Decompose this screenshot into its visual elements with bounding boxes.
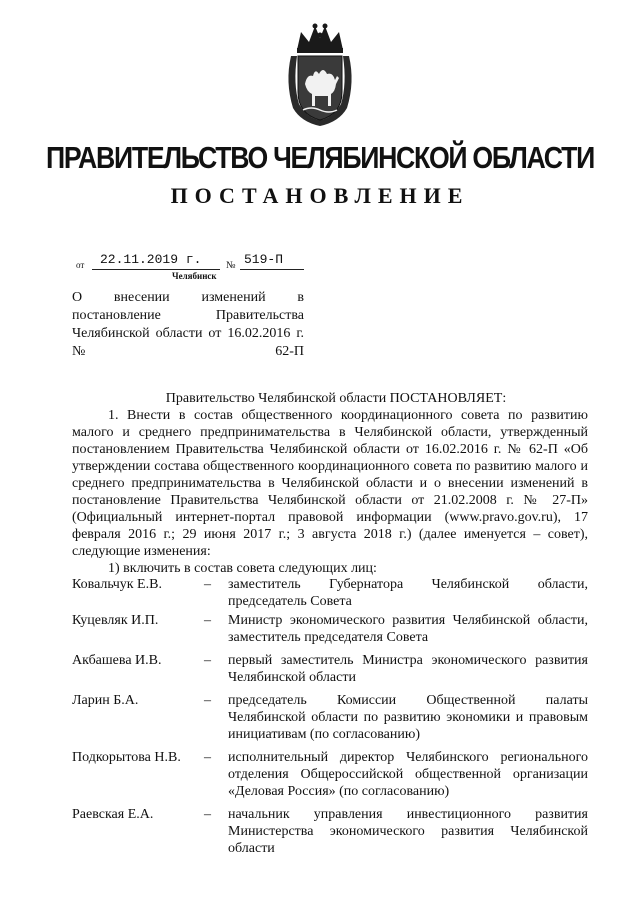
- member-row: [72, 806, 588, 857]
- member-dash: –: [204, 577, 211, 592]
- date-from-label: от: [76, 260, 85, 270]
- member-name: Ларин Б.А.: [72, 693, 139, 708]
- document-body: [72, 390, 588, 577]
- member-position: первый заместитель Министра экономического развития Челябинской области: [228, 653, 588, 685]
- member-name: Раевская Е.А.: [72, 807, 154, 822]
- members-list: [72, 576, 588, 857]
- member-position: председатель Комиссии Общественной палаты Челябинской области по развитию экономики и правовым инициативам (по согласованию): [228, 693, 588, 742]
- member-row: [72, 749, 588, 800]
- document-subject: О внесении изменений в постановление Правительства Челябинской области от 16.02.2016 г. № 62-П: [72, 290, 304, 359]
- document-type: ПОСТАНОВЛЕНИЕ: [170, 183, 470, 208]
- member-position: начальник управления инвестиционного развития Министерства экономического развития Челябинской области: [228, 807, 588, 856]
- member-row: [72, 692, 588, 743]
- member-dash: –: [204, 653, 211, 668]
- date-underline: [92, 269, 220, 270]
- member-row: [72, 612, 588, 646]
- member-dash: –: [204, 750, 211, 765]
- member-position: исполнительный директор Челябинского регионального отделения Общероссийской общественной организации «Деловая Россия» (по согласованию): [228, 750, 588, 799]
- city-label: Челябинск: [172, 271, 217, 281]
- body-intro: Правительство Челябинской области ПОСТАНОВЛЯЕТ:: [165, 391, 507, 406]
- coat-of-arms-emblem: [283, 22, 357, 128]
- registration-row: [72, 254, 312, 272]
- government-title: ПРАВИТЕЛЬСТВО ЧЕЛЯБИНСКОЙ ОБЛАСТИ: [46, 140, 594, 175]
- member-row: [72, 652, 588, 686]
- number-label: №: [226, 260, 236, 271]
- members-list-intro: 1) включить в состав совета следующих лиц:: [108, 561, 377, 576]
- member-position: Министр экономического развития Челябинской области, заместитель председателя Совета: [228, 613, 588, 645]
- document-date: 22.11.2019 г.: [100, 252, 202, 267]
- member-name: Куцевляк И.П.: [72, 613, 159, 628]
- document-number: 519-П: [244, 252, 284, 267]
- member-dash: –: [204, 807, 211, 822]
- member-name: Подкорытова Н.В.: [72, 750, 181, 765]
- member-name: Ковальчук Е.В.: [72, 577, 162, 592]
- member-position: заместитель Губернатора Челябинской области, председатель Совета: [228, 577, 588, 609]
- member-row: [72, 576, 588, 610]
- member-dash: –: [204, 613, 211, 628]
- number-underline: [240, 269, 304, 270]
- body-paragraph-1: 1. Внести в состав общественного координационного совета по развитию малого и среднего предпринимательства в Челябинской области, утвержденный постановлением Правительства Челябинской области от 16.02.2016 г. № 62-П «Об утверждении состава общественного координационного совета по развитию малого и среднего предпринимательства в Челябинской области и о внесении изменений в постановление Правительства Челябинской области от 21.02.2008 г. № 27-П» (Официальный интернет-портал правовой информации (www.pravo.gov.ru), 17 февраля 2016 г.; 29 июня 2017 г.; 3 августа 2018 г.) (далее именуется – совет), следующие изменения:: [72, 408, 588, 559]
- member-name: Акбашева И.В.: [72, 653, 162, 668]
- member-dash: –: [204, 693, 211, 708]
